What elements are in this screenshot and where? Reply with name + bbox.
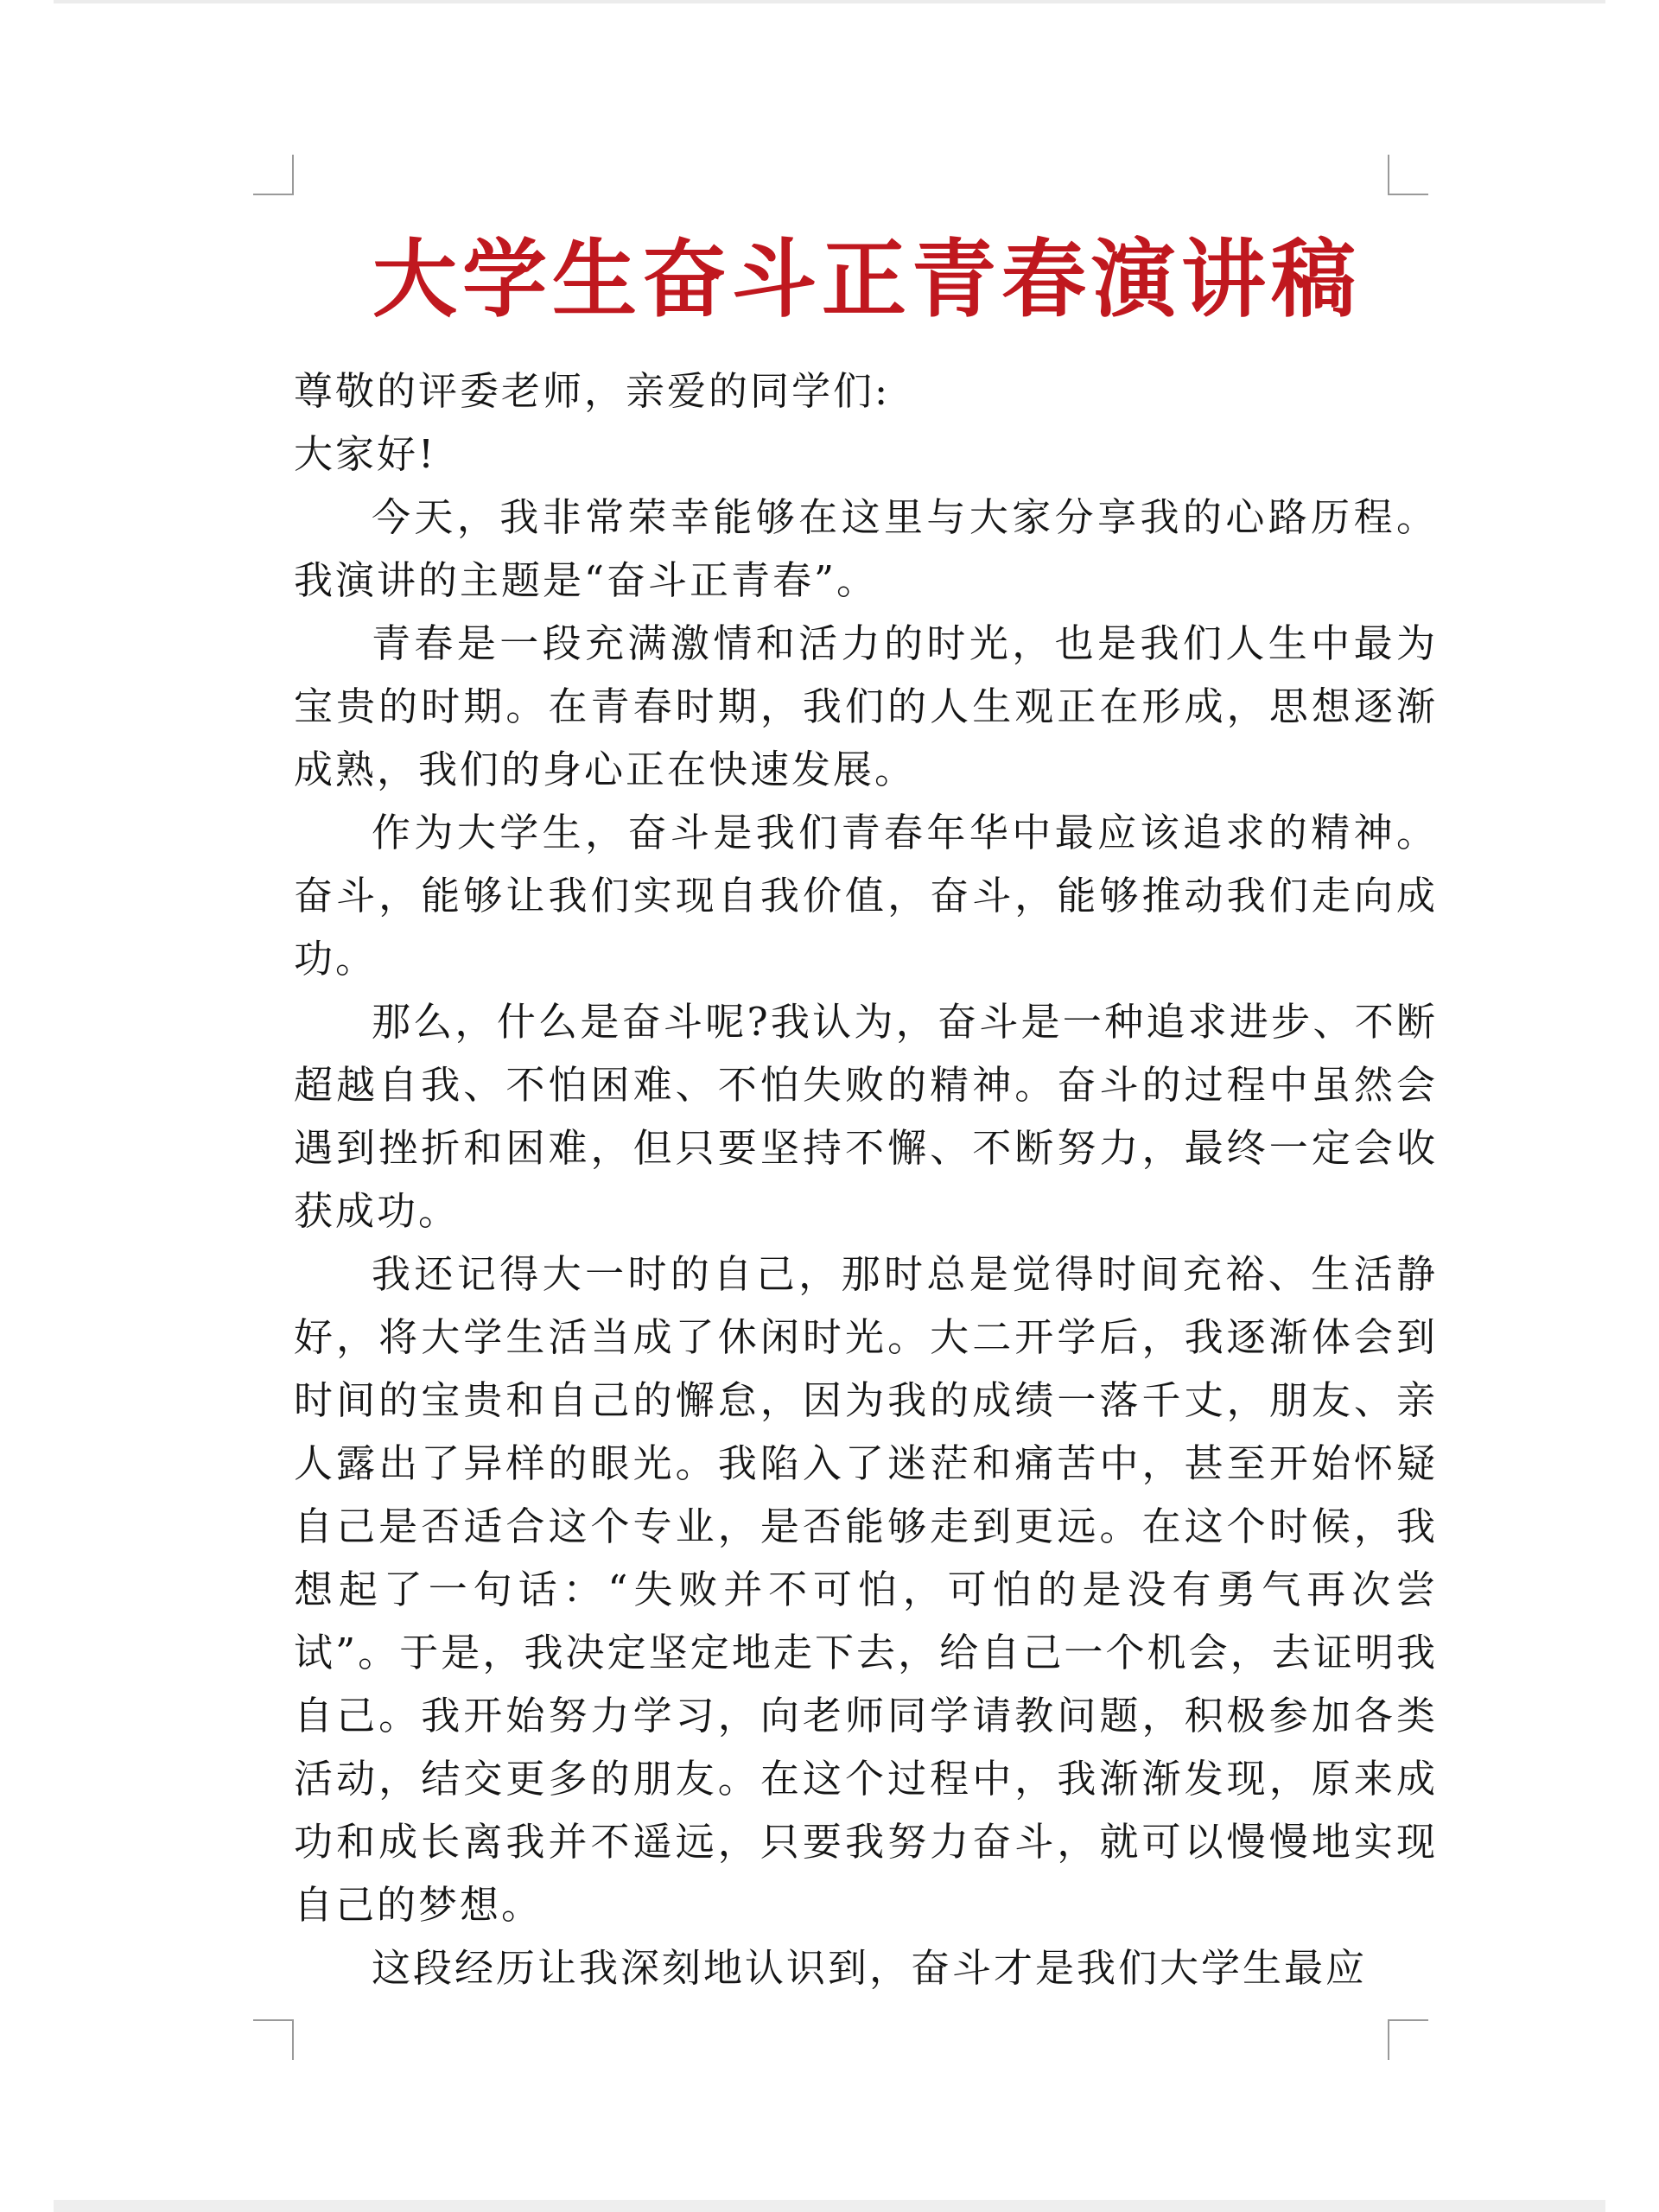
- paragraph: 今天，我非常荣幸能够在这里与大家分享我的心路历程。我演讲的主题是“奋斗正青春”。: [294, 494, 1438, 603]
- salutation: 尊敬的评委老师，亲爱的同学们:: [294, 368, 891, 414]
- screenshot-bottom-edge: [54, 2200, 1605, 2212]
- crop-mark-top-left: [253, 155, 294, 195]
- crop-mark-top-right: [1388, 155, 1428, 195]
- document-page: [54, 3, 1605, 2200]
- crop-mark-bottom-right: [1388, 2019, 1428, 2060]
- document-title: 大学生奋斗正青春演讲稿: [372, 230, 1361, 329]
- greeting: 大家好!: [294, 431, 437, 477]
- paragraph: 我还记得大一时的自己，那时总是觉得时间充裕、生活静好，将大学生活当成了休闲时光。大二开学后，我逐渐体会到时间的宝贵和自己的懈怠，因为我的成绩一落千丈，朋友、亲人露出了异样的眼光。我陷入了迷茫和痛苦中，甚至开始怀疑自己是否适合这个专业，是否能够走到更远。在这个时候，我想起了一句话：“失败并不可怕，可怕的是没有勇气再次尝试”。于是，我决定坚定地走下去，给自己一个机会，去证明我自己。我开始努力学习，向老师同学请教问题，积极参加各类活动，结交更多的朋友。在这个过程中，我渐渐发现，原来成功和成长离我并不遥远，只要我努力奋斗，就可以慢慢地实现自己的梦想。: [294, 1251, 1438, 1928]
- paragraph: 这段经历让我深刻地认识到，奋斗才是我们大学生最应: [372, 1945, 1368, 1991]
- document-body: [294, 359, 1438, 1999]
- paragraph: 青春是一段充满激情和活力的时光，也是我们人生中最为宝贵的时期。在青春时期，我们的人生观正在形成，思想逐渐成熟，我们的身心正在快速发展。: [294, 620, 1438, 792]
- paragraph: 作为大学生，奋斗是我们青春年华中最应该追求的精神。奋斗，能够让我们实现自我价值，奋斗，能够推动我们走向成功。: [294, 810, 1438, 982]
- crop-mark-bottom-left: [253, 2019, 294, 2060]
- paragraph: 那么，什么是奋斗呢?我认为，奋斗是一种追求进步、不断超越自我、不怕困难、不怕失败的精神。奋斗的过程中虽然会遇到挫折和困难，但只要坚持不懈、不断努力，最终一定会收获成功。: [294, 999, 1438, 1234]
